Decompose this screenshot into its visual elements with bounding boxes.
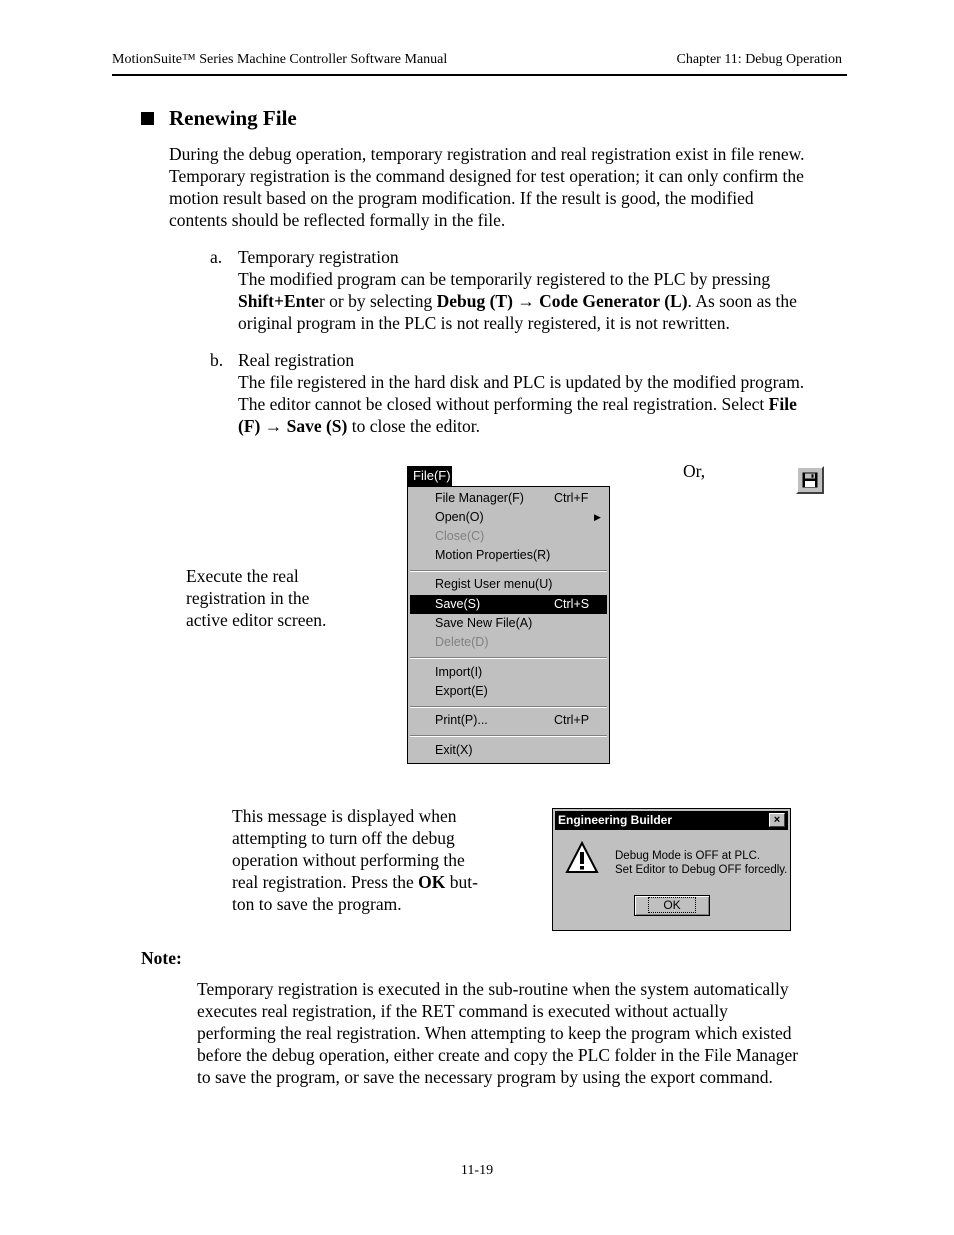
menu-item-label: Delete(D): [435, 635, 489, 649]
menu-item-label: Print(P)...: [435, 713, 488, 727]
menu-item-file-manager[interactable]: [410, 489, 607, 508]
menu-item-label: Close(C): [435, 529, 485, 543]
caption-line: active editor screen.: [186, 610, 327, 630]
note-line: performing the real registration. When attempting to keep the program which existed: [197, 1023, 792, 1043]
menu-item-import[interactable]: [410, 663, 607, 682]
exclamation-icon: [565, 841, 599, 875]
caption-line: registration in the: [186, 588, 310, 608]
dialog-message-line: Set Editor to Debug OFF forcedly.: [615, 864, 788, 876]
menu-path: (F) → Save (S): [238, 416, 348, 436]
list-marker: a.: [210, 247, 223, 267]
note-line: executes real registration, if the RET command is executed without actually: [197, 1001, 728, 1021]
dialog-message-line: Debug Mode is OFF at PLC.: [615, 850, 761, 862]
or-label: Or,: [683, 461, 706, 481]
dialog-message: [615, 849, 787, 877]
menu-item-close: [410, 527, 607, 546]
section-bullet-icon: [141, 112, 154, 125]
caption-line: ton to save the program.: [232, 894, 402, 914]
menu-item-shortcut: Ctrl+S: [554, 597, 590, 611]
list-marker: b.: [210, 350, 224, 370]
menu-item-open[interactable]: [410, 508, 607, 527]
menu-item-delete: [410, 633, 607, 652]
submenu-arrow-icon: ▶: [594, 512, 601, 522]
ok-button-label: OK: [649, 898, 694, 912]
intro-line: contents should be reflected formally in the file.: [169, 210, 506, 230]
list-item-text: [238, 393, 850, 415]
menu-item-exit[interactable]: [410, 741, 607, 760]
text-run: real registration. Press the: [232, 872, 419, 892]
file-menu: [407, 486, 610, 764]
text-run: r or by selecting: [318, 291, 437, 311]
menu-path: File: [768, 394, 797, 414]
intro-line: During the debug operation, temporary registration and real registration exist in file renew.: [169, 144, 805, 164]
floppy-disk-icon: [802, 472, 818, 488]
caption-line: attempting to turn off the debug: [232, 828, 455, 848]
file-menu-title[interactable]: File(F): [407, 466, 452, 486]
note-body: [197, 978, 857, 1088]
menu-separator: [410, 657, 607, 659]
text-run: . As soon as the: [687, 291, 797, 311]
menu-item-export[interactable]: [410, 682, 607, 701]
engineering-builder-dialog: [552, 808, 791, 931]
menu-item-save-new-file[interactable]: [410, 614, 607, 633]
list-item-text: original program in the PLC is not really registered, it is not rewritten.: [238, 313, 730, 333]
text-run: to close the editor.: [347, 416, 481, 436]
intro-line: motion result based on the program modification. If the result is good, the modified: [169, 188, 754, 208]
menu-item-label: Regist User menu(U): [435, 577, 553, 591]
list-item-title: Real registration: [238, 350, 355, 370]
menu-separator: [410, 735, 607, 737]
menu-item-label: Import(I): [435, 665, 483, 679]
text-run: but-: [445, 872, 478, 892]
menu-separator: [410, 570, 607, 572]
ok-reference: OK: [418, 872, 446, 892]
note-line: Temporary registration is executed in the sub-routine when the system automatically: [197, 979, 789, 999]
dialog-title: Engineering Builder: [558, 813, 673, 827]
menu-item-shortcut: Ctrl+F: [554, 491, 589, 505]
caption-line: operation without performing the: [232, 850, 465, 870]
menu-item-label: Save(S): [435, 597, 481, 611]
menu-path: Debug (T) → Code Generator (L): [436, 291, 688, 311]
menu-item-motion-properties[interactable]: [410, 546, 607, 565]
figure1-caption: [186, 565, 326, 631]
list-item-title: Temporary registration: [238, 247, 399, 267]
menu-item-label: Motion Properties(R): [435, 548, 551, 562]
ok-button[interactable]: [634, 895, 710, 916]
menu-item-print[interactable]: [410, 711, 607, 730]
menu-item-label: File Manager(F): [435, 491, 524, 505]
caption-line: This message is displayed when: [232, 806, 457, 826]
note-line: to save the program, or save the necessary program by using the export command.: [197, 1067, 773, 1087]
intro-line: Temporary registration is the command designed for test operation; it can only confirm the: [169, 166, 804, 186]
menu-item-shortcut: Ctrl+P: [554, 713, 590, 727]
caption-line: Execute the real: [186, 566, 299, 586]
header-rule: [112, 74, 847, 76]
page-number: 11-19: [460, 1163, 494, 1178]
note-heading: Note:: [141, 948, 182, 968]
running-header-chapter: Chapter 11: Debug Operation: [676, 52, 842, 67]
running-header-title: MotionSuite™ Series Machine Controller Software Manual: [112, 52, 448, 67]
list-item-text: The file registered in the hard disk and PLC is updated by the modified program.: [238, 372, 805, 392]
caption-line: [232, 871, 478, 893]
dialog-titlebar: [555, 811, 788, 830]
save-toolbar-button[interactable]: [796, 466, 824, 494]
menu-item-save[interactable]: [410, 595, 607, 614]
menu-item-label: Open(O): [435, 510, 484, 524]
list-item-text: [238, 290, 850, 312]
menu-separator: [410, 706, 607, 708]
note-line: before the debug operation, either create and copy the PLC folder in the File Manager: [197, 1045, 799, 1065]
list-item-text: [238, 415, 850, 437]
list-item-text: The modified program can be temporarily registered to the PLC by pressing: [238, 269, 771, 289]
text-run: The editor cannot be closed without performing the real registration. Select: [238, 394, 769, 414]
menu-item-label: Export(E): [435, 684, 488, 698]
menu-item-regist-user-menu[interactable]: [410, 575, 607, 594]
key-combo: Shift+Ente: [238, 291, 319, 311]
figure2-caption: [232, 805, 478, 915]
close-icon[interactable]: ×: [769, 813, 785, 827]
section-title: Renewing File: [169, 106, 297, 130]
intro-paragraph: [169, 143, 849, 231]
menu-item-label: Exit(X): [435, 743, 473, 757]
menu-item-label: Save New File(A): [435, 616, 533, 630]
